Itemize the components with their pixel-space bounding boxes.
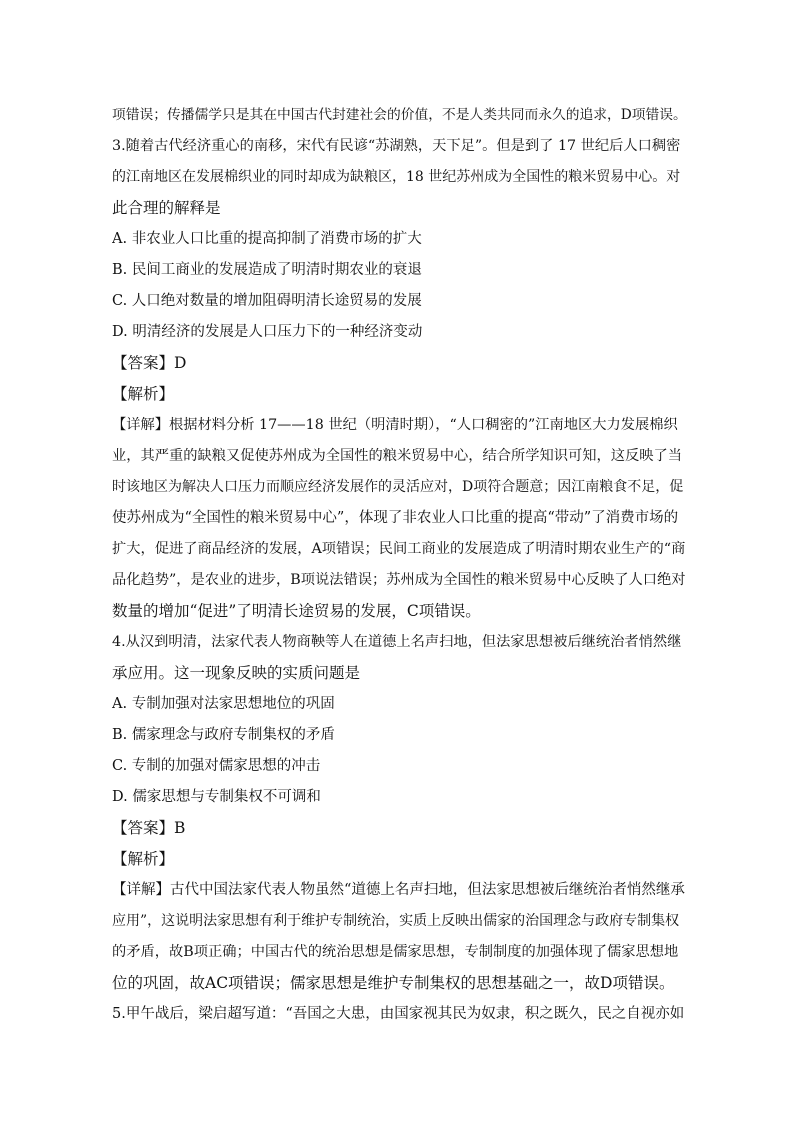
document-body	[112, 100, 687, 1030]
question-3-explanation: 使苏州成为“全国性的粮米贸易中心”，体现了非农业人口比重的提高“带动”了消费市场的	[112, 510, 679, 526]
question-3-option-d: D. 明清经济的发展是人口压力下的一种经济变动	[112, 324, 423, 340]
question-4-explanation: 【详解】古代中国法家代表人物虽然“道德上名声扫地，但法家思想被后继统治者悄然继承	[112, 882, 685, 898]
question-3-option-a: A. 非农业人口比重的提高抑制了消费市场的扩大	[112, 231, 422, 247]
question-3-stem: 的江南地区在发展棉织业的同时却成为缺粮区，18 世纪苏州成为全国性的粮米贸易中心。对	[112, 169, 681, 185]
question-4-stem: 承应用。这一现象反映的实质问题是	[112, 664, 361, 682]
question-3-answer: 【答案】D	[112, 354, 187, 372]
question-3-explanation: 数量的增加“促进”了明清长途贸易的发展，C项错误。	[112, 602, 481, 620]
question-4-explanation: 位的巩固，故AC项错误；儒家思想是维护专制集权的思想基础之一，故D项错误。	[112, 974, 675, 992]
question-3-explanation: 品化趋势”，是农业的进步，B项说法错误；苏州成为全国性的粮米贸易中心反映了人口绝对	[112, 572, 686, 588]
question-3-stem: 3.随着古代经济重心的南移，宋代有民谚“苏湖熟，天下足”。但是到了 17 世纪后人口稠密	[112, 138, 681, 154]
question-4-analysis-heading: 【解析】	[112, 850, 175, 868]
question-4-explanation: 的矛盾，故B项正确；中国古代的统治思想是儒家思想，专制制度的加强体现了儒家思想地	[112, 944, 679, 960]
question-4-explanation: 应用”，这说明法家思想有利于维护专制统治，实质上反映出儒家的治国理念与政府专制集权	[112, 913, 680, 929]
question-3-stem: 此合理的解释是	[112, 199, 221, 217]
text-line: 项错误；传播儒学只是其在中国古代封建社会的价值，不是人类共同而永久的追求，D项错误。	[112, 107, 687, 123]
question-3-explanation: 时该地区为解决人口压力而顺应经济发展作的灵活应对，D项符合题意；因江南粮食不足，促	[112, 479, 684, 495]
question-4-option-d: D. 儒家思想与专制集权不可调和	[112, 789, 321, 805]
question-3-option-b: B. 民间工商业的发展造成了明清时期农业的衰退	[112, 262, 422, 278]
question-3-explanation: 【详解】根据材料分析 17——18 世纪（明清时期），“人口稠密的”江南地区大力发展棉织	[112, 417, 678, 433]
question-4-answer: 【答案】B	[112, 819, 186, 837]
question-3-explanation: 扩大，促进了商品经济的发展，A项错误；民间工商业的发展造成了明清时期农业生产的“商	[112, 541, 686, 557]
question-3-explanation: 业，其严重的缺粮又促使苏州成为全国性的粮米贸易中心，结合所学知识可知，这反映了当	[112, 448, 683, 464]
question-4-option-c: C. 专制的加强对儒家思想的冲击	[112, 758, 321, 774]
question-4-option-b: B. 儒家理念与政府专制集权的矛盾	[112, 727, 335, 743]
question-5-stem: 5.甲午战后，梁启超写道：“吾国之大患，由国家视其民为奴隶，积之既久，民之自视亦如	[112, 1006, 685, 1022]
question-3-analysis-heading: 【解析】	[112, 385, 175, 403]
question-3-option-c: C. 人口绝对数量的增加阻碍明清长途贸易的发展	[112, 293, 422, 309]
question-4-stem: 4.从汉到明清，法家代表人物商鞅等人在道德上名声扫地，但法家思想被后继统治者悄然继	[112, 634, 682, 650]
question-4-option-a: A. 专制加强对法家思想地位的巩固	[112, 696, 335, 712]
